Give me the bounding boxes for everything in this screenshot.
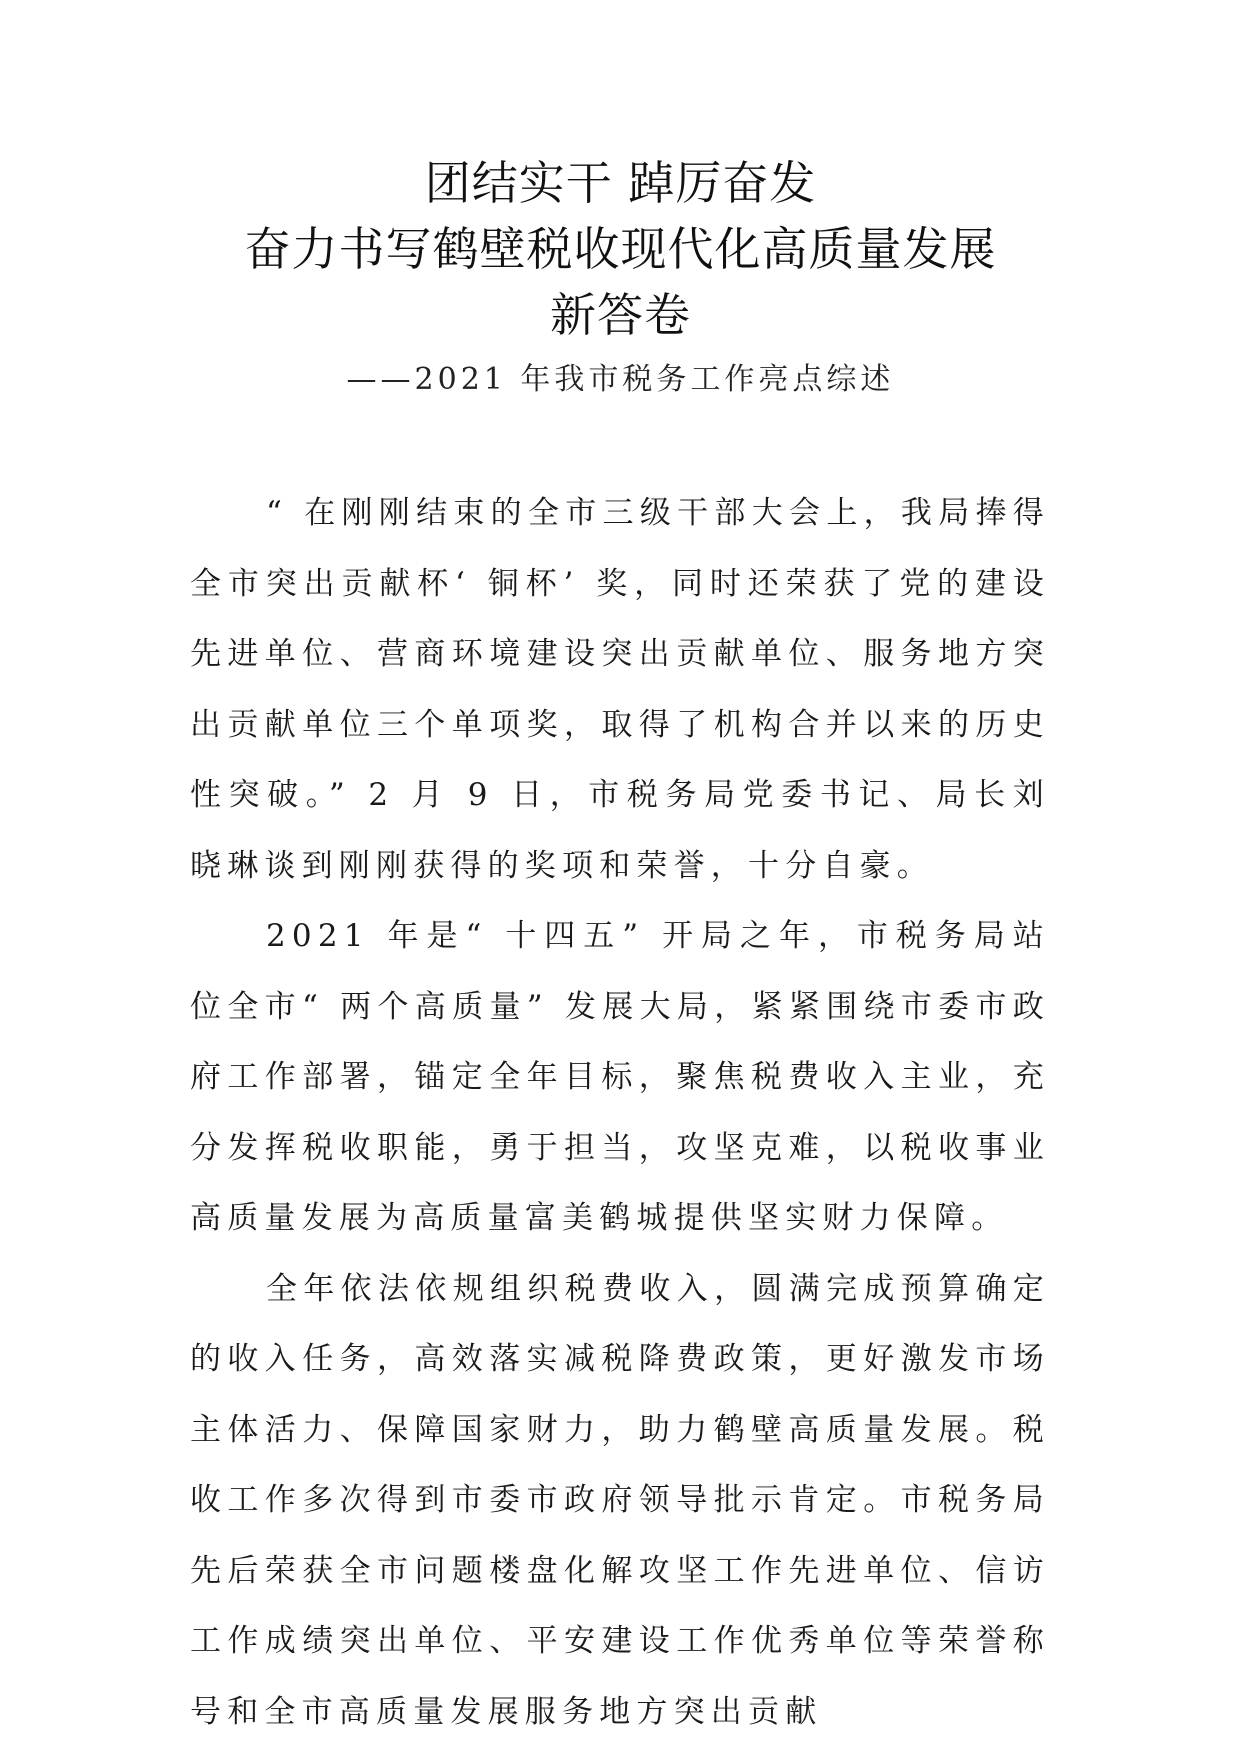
subtitle: ——2021 年我市税务工作亮点综述 [346, 362, 895, 397]
paragraph-2: 2021 年是“ 十四五” 开局之年，市税务局站位全市“ 两个高质量” 发展大局，紧紧围绕市委市政府工作部署，锚定全年目标，聚焦税费收入主业，充分发挥税收职能，勇于担当，攻坚克难，以税收事业高质量发展为高质量富美鹤城提供坚实财力保障。 [190, 918, 1050, 1236]
title-block [0, 150, 1241, 400]
paragraph-3: 全年依法依规组织税费收入，圆满完成预算确定的收入任务，高效落实减税降费政策，更好激发市场主体活力、保障国家财力，助力鹤壁高质量发展。税收工作多次得到市委市政府领导批示肯定。市税务局先后荣获全市问题楼盘化解攻坚工作先进单位、信访工作成绩突出单位、平安建设工作优秀单位等荣誉称号和全市高质量发展服务地方突出贡献 [190, 1270, 1050, 1730]
title-line-2: 奋力书写鹤壁税收现代化高质量发展 [244, 222, 997, 276]
paragraph-1: “ 在刚刚结束的全市三级干部大会上，我局捧得全市突出贡献杯‘ 铜杯’ 奖，同时还荣获了党的建设先进单位、营商环境建设突出贡献单位、服务地方突出贡献单位三个单项奖，取得了机构合并以来的历史性突破。” 2 月 9 日，市税务局党委书记、局长刘晓琳谈到刚刚获得的奖项和荣誉，十分自豪。 [190, 495, 1050, 884]
title-line-3: 新答卷 [550, 288, 691, 342]
body-text [190, 478, 1050, 1747]
title-line-1: 团结实干 踔厉奋发 [424, 156, 817, 210]
